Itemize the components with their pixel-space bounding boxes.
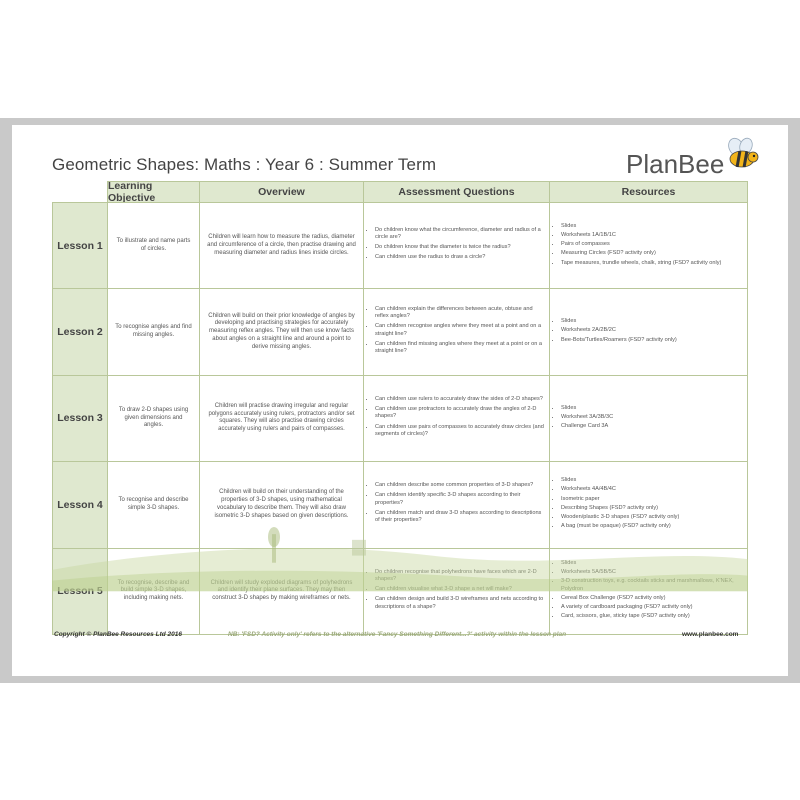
resource-item: • Slides bbox=[561, 223, 721, 230]
website-link[interactable]: www.planbee.com bbox=[682, 631, 739, 638]
overview-text: Children will build on their understanding of the properties of 3-D shapes, using mathematical vocabulary to describe them. They will also draw isometric 3-D shapes based on given descriptions. bbox=[200, 462, 364, 548]
resource-item: • Worksheets 5A/5B/5C bbox=[561, 569, 743, 576]
lesson-label: Lesson 3 bbox=[52, 376, 108, 462]
learning-objective: To draw 2-D shapes using given dimensions and angles. bbox=[108, 376, 200, 462]
lesson-label: Lesson 4 bbox=[52, 462, 108, 548]
resources-list bbox=[550, 203, 748, 289]
learning-objective: To recognise and describe simple 3-D shapes. bbox=[108, 462, 200, 548]
resource-item: • A variety of cardboard packaging (FSD? activity only) bbox=[561, 604, 743, 611]
resource-item: • A bag (must be opaque) (FSD? activity only) bbox=[561, 523, 679, 530]
header-resources: Resources bbox=[550, 181, 748, 203]
question-item: • Can children use pairs of compasses to accurately draw circles (and segments of circles)? bbox=[375, 424, 545, 439]
resource-item: • Measuring Circles (FSD? activity only) bbox=[561, 250, 721, 257]
question-item: • Do children know that the diameter is twice the radius? bbox=[375, 244, 545, 251]
learning-objective: To recognise, describe and build simple 3-D shapes, including making nets. bbox=[108, 549, 200, 635]
question-item: • Can children use protractors to accurately draw the angles of 2-D shapes? bbox=[375, 406, 545, 421]
header-assessment: Assessment Questions bbox=[364, 181, 550, 203]
question-item: • Can children use the radius to draw a circle? bbox=[375, 254, 545, 261]
resources-list bbox=[550, 289, 748, 375]
question-item: • Can children use rulers to accurately draw the sides of 2-D shapes? bbox=[375, 396, 545, 403]
copyright-text: Copyright © PlanBee Resources Ltd 2016 bbox=[54, 631, 182, 638]
resource-item: • Slides bbox=[561, 477, 679, 484]
resource-item: • Worksheets 2A/2B/2C bbox=[561, 327, 677, 334]
header-corner bbox=[52, 181, 108, 203]
question-item: • Can children recognise angles where they meet at a point and on a straight line? bbox=[375, 323, 545, 338]
assessment-questions bbox=[364, 203, 550, 289]
resource-item: • Isometric paper bbox=[561, 496, 679, 503]
question-item: • Can children find missing angles where they meet at a point or on a straight line? bbox=[375, 341, 545, 356]
resource-item: • Slides bbox=[561, 405, 613, 412]
question-item: • Can children visualise what 3-D shape a net will make? bbox=[375, 586, 545, 593]
resource-item: • Challenge Card 3A bbox=[561, 423, 613, 430]
overview-text: Children will study exploded diagrams of polyhedrons and identify their plane surfaces. They may then construct 3-D shapes by making wireframes or nets. bbox=[200, 549, 364, 635]
question-item: • Do children recognise that polyhedrons have faces which are 2-D shapes? bbox=[375, 569, 545, 584]
resource-item: • Cereal Box Challenge (FSD? activity only) bbox=[561, 595, 743, 602]
question-item: • Can children describe some common properties of 3-D shapes? bbox=[375, 482, 545, 489]
learning-objective: To illustrate and name parts of circles. bbox=[108, 203, 200, 289]
resource-item: • Slides bbox=[561, 560, 743, 567]
resource-item: • Pairs of compasses bbox=[561, 241, 721, 248]
resources-list bbox=[550, 376, 748, 462]
overview-text: Children will practise drawing irregular and regular polygons accurately using rulers, protractors and/or set squares. They will also practise drawing circles accurately using rulers and pairs of compasses. bbox=[200, 376, 364, 462]
lesson-label: Lesson 2 bbox=[52, 289, 108, 375]
assessment-questions bbox=[364, 549, 550, 635]
overview-text: Children will build on their prior knowledge of angles by developing and practising strategies for accurately measuring reflex angles. They will then use know facts about angles on a straight line and around a point to derive missing angles. bbox=[200, 289, 364, 375]
lesson-label: Lesson 1 bbox=[52, 203, 108, 289]
question-item: • Can children design and build 3-D wireframes and nets according to descriptions of a shape? bbox=[375, 596, 545, 611]
question-item: • Do children know what the circumference, diameter and radius of a circle are? bbox=[375, 227, 545, 242]
bee-icon bbox=[722, 137, 762, 171]
resource-item: • Worksheets 1A/1B/1C bbox=[561, 232, 721, 239]
resource-item: • Worksheets 4A/4B/4C bbox=[561, 486, 679, 493]
page-title: Geometric Shapes: Maths : Year 6 : Summer Term bbox=[52, 155, 437, 174]
assessment-questions bbox=[364, 289, 550, 375]
resource-item: • Wooden/plastic 3-D shapes (FSD? activity only) bbox=[561, 514, 679, 521]
resource-item: • Slides bbox=[561, 318, 677, 325]
assessment-questions bbox=[364, 376, 550, 462]
resource-item: • Card, scissors, glue, sticky tape (FSD? activity only) bbox=[561, 613, 743, 620]
header-overview: Overview bbox=[200, 181, 364, 203]
resource-item: • 3-D construction toys, e.g. cocktails sticks and marshmallows, K'NEX, Polydron bbox=[561, 578, 743, 593]
resource-item: • Bee-Bots/Turtles/Roamers (FSD? activity only) bbox=[561, 337, 677, 344]
overview-text: Children will learn how to measure the radius, diameter and circumference of a circle, then practise drawing and measuring diameter and radius lines inside circles. bbox=[200, 203, 364, 289]
resources-list bbox=[550, 462, 748, 548]
fsd-note: NB: 'FSD? Activity only' refers to the alternative 'Fancy Something Different...?' activity within the lesson plan bbox=[228, 631, 567, 638]
resource-item: • Worksheet 3A/3B/3C bbox=[561, 414, 613, 421]
planbee-logo: PlanBee bbox=[626, 149, 725, 179]
assessment-questions bbox=[364, 462, 550, 548]
lesson-label: Lesson 5 bbox=[52, 549, 108, 635]
question-item: • Can children match and draw 3-D shapes according to descriptions of their properties? bbox=[375, 510, 545, 525]
header-objective: Learning Objective bbox=[108, 181, 200, 203]
resource-item: • Describing Shapes (FSD? activity only) bbox=[561, 505, 679, 512]
planning-sheet bbox=[12, 125, 788, 676]
learning-objective: To recognise angles and find missing angles. bbox=[108, 289, 200, 375]
question-item: • Can children identify specific 3-D shapes according to their properties? bbox=[375, 492, 545, 507]
resources-list bbox=[550, 549, 748, 635]
lesson-table bbox=[52, 181, 748, 635]
question-item: • Can children explain the differences between acute, obtuse and reflex angles? bbox=[375, 306, 545, 321]
resource-item: • Tape measures, trundle wheels, chalk, string (FSD? activity only) bbox=[561, 260, 721, 267]
